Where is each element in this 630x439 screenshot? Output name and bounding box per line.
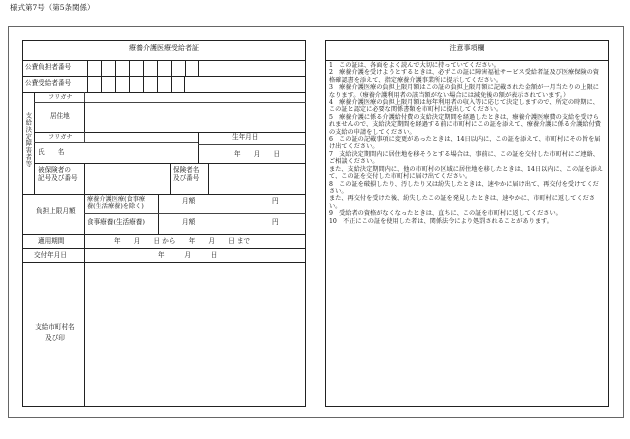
note-item: また、支給決定期間内に、他の市町村の区域に居住地を移したときは、14日以内に、この証を添えて、この証を交付した市町村に届け出てください。 — [329, 165, 603, 181]
payer-number-boxes[interactable] — [87, 60, 199, 76]
payer-number-label: 公費負担者番号 — [25, 63, 72, 71]
birthdate-value[interactable]: 年 月 日 — [234, 150, 281, 158]
recipient-number-label: 公費受給者番号 — [25, 79, 72, 87]
note-item: 9 受給者の資格がなくなったときは、直ちに、この証を市町村に返してください。 — [329, 210, 562, 218]
period-value[interactable]: 年 月 日 から 年 月 日 まで — [114, 237, 251, 245]
recipient-side-label: 支給決定障害者等 — [24, 112, 33, 168]
note-item: 10 不正にこの証を使用した者は、関係法令により処罰されることがあります。 — [329, 217, 553, 225]
municipality-label: 支給市町村名 及び印 — [35, 323, 75, 342]
issue-date-value[interactable]: 年 月 日 — [158, 251, 218, 259]
form-id: 様式第7号（第5条関係） — [10, 3, 95, 12]
insurer-name-label: 保険者名 及び番号 — [173, 166, 200, 182]
monthly-label-2: 月額 — [182, 218, 196, 226]
note-item: 3 療養介護医療の負担上限月額はこの証の負担上限月額に記載された金額が一月当たりの上限になります。（療養介護利用者の該当額がない場合には減免後の額が表示されています。） — [329, 84, 599, 99]
period-label: 適用期間 — [38, 237, 65, 245]
municipality-seal-area — [86, 264, 304, 405]
address-field[interactable] — [86, 104, 302, 130]
issue-date-label: 交付年月日 — [34, 251, 67, 259]
certificate-title: 療養介護医療受給者証 — [129, 44, 199, 52]
note-item: 8 この証を破損したり、汚したり又は紛失したときは、速やかに届け出て、再交付を受けてください。 — [329, 180, 599, 195]
note-item: 2 療養介護を受けようとするときは、必ずこの証に障害福祉サービス受給者証及び医療保険の資格確認書を添えて、指定療養介護事業所に提示してください。 — [329, 69, 599, 84]
recipient-number-boxes[interactable] — [87, 76, 185, 92]
name-field[interactable] — [86, 143, 196, 161]
furigana-label: フリガナ — [48, 94, 73, 101]
insurer-name-field[interactable] — [210, 165, 304, 192]
notes-list — [329, 62, 605, 225]
yen-label-2: 円 — [272, 218, 279, 226]
copay-row2-label: 食事療養(生活療養) — [87, 218, 145, 226]
address-label: 居住地 — [50, 112, 70, 120]
note-item: また、再交付を受けた後、紛失したこの証を発見したときは、速やかに、市町村に返してください。 — [329, 195, 596, 210]
note-item: 4 療養介護医療の負担上限月額は毎年利用者の収入等に応じて決定しますので、所定の時期に、この証と認定に必要な関係書類を市町村に提出してください。 — [329, 99, 599, 114]
note-item: 1 この証は、各面をよく読んで大切に持っていてください。 — [329, 62, 500, 69]
copay-limit-label: 負担上限月額 — [36, 207, 76, 215]
furigana2-label: フリガナ — [48, 134, 73, 141]
yen-label-1: 円 — [272, 197, 279, 205]
name-label: 氏 名 — [38, 148, 65, 156]
birthdate-label: 生年月日 — [232, 133, 259, 141]
copay-row1-label: 療養介護医療(食事療 養(生活療養)を除く) — [87, 196, 146, 211]
monthly-label-1: 月額 — [182, 197, 196, 205]
insured-symbol-label: 被保険者の 記号及び番号 — [38, 166, 78, 182]
notes-title: 注意事項欄 — [449, 44, 485, 52]
note-item: 5 療養介護に係る介護給付費の支給決定期間を経過したときは、療養介護医療費の支給を受けられませんので、支給決定期間を経過する前に市町村にこの証を添えて、療養介護に係る介護給付費の支給の申請をしてください。 — [329, 113, 601, 136]
note-item: 6 この証の記載事項に変更があったときは、14日以内に、この証を添えて、市町村にその旨を届け出てください。 — [329, 136, 601, 151]
note-item: 7 支給決定期間内に居住地を移そうとする場合は、事前に、この証を交付した市町村にご連絡、ご相談ください。 — [329, 150, 599, 166]
insured-symbol-field[interactable] — [86, 165, 166, 192]
